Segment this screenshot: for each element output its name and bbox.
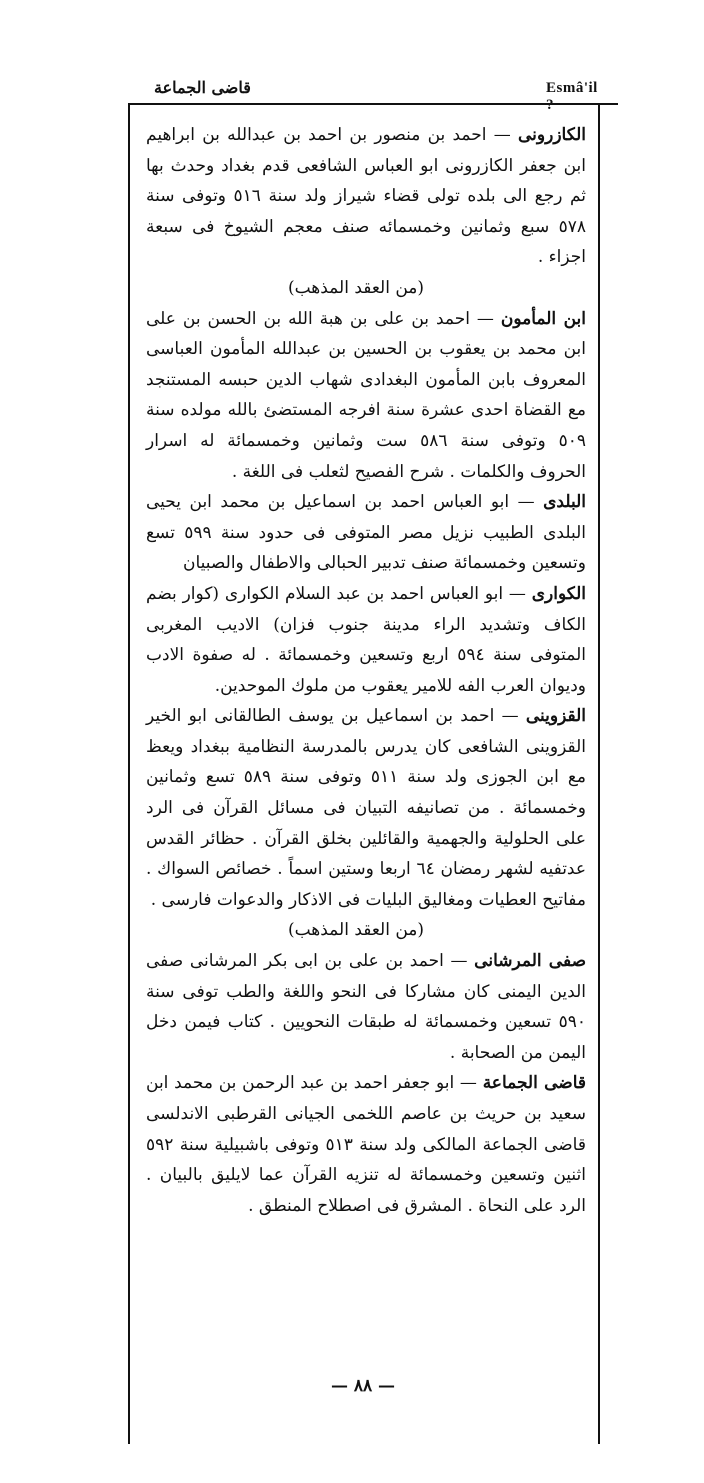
running-head-name: Esmâ'il ? [546, 80, 598, 113]
entry-text: — ابو العباس احمد بن عبد السلام الكوارى (كوار بضم الكاف وتشديد الراء مدينة جنوب فزان) الاديب المغربى المتوفى سنة ٥٩٤ اربع وتسعين وخمسمائة . له صفوة الادب وديوان العرب الفه للامير يعقوب من ملوك الموحدين. [146, 583, 586, 696]
entry-baladi [146, 487, 586, 579]
entry-text: — احمد بن اسماعيل بن يوسف الطالقانى ابو الخير القزوينى الشافعى كان يدرس بالمدرسة النظامية ببغداد ويعظ مع ابن الجوزى ولد سنة ٥١١ وتوفى سنة ٥٨٩ تسع وثمانين وخمسمائة . من تصانيفه التبيان فى مسائل القرآن فى الرد على الحلولية والجهمية والقائلين بخلق القرآن . حظائر القدس عدتفيه لشهر رمضان ٦٤ اربعا وستين اسماً . خصائص السواك . مفاتيح العطيات ومغاليق البليات فى الاذكار والدعوات فارسى . [146, 706, 586, 910]
entry-head: صفى المرشانى [474, 951, 587, 972]
entry-head: البلدى [543, 492, 587, 513]
page-number: — ٨٨ — [330, 1376, 396, 1396]
header-rule [128, 103, 618, 105]
entry-kazaruni [146, 120, 586, 304]
entry-head: قاضى الجماعة [482, 1073, 586, 1094]
entry-text: — ابو جعفر احمد بن عبد الرحمن بن محمد ابن سعيد بن حريث بن عاصم اللخمى الجيانى القرطبى الاندلسى قاضى الجماعة المالكى ولد سنة ٥١٣ وتوفى باشبيلية سنة ٥٩٢ اثنين وتسعين وخمسمائة له تنزيه القرآن عما لايليق بالبيان . الرد على النحاة . المشرق فى اصطلاح المنطق . [146, 1073, 586, 1216]
entry-kawari [146, 579, 586, 701]
entry-ibn-al-mamun [146, 304, 586, 488]
entry-text: — احمد بن على بن هبة الله بن الحسن بن على ابن محمد بن يعقوب بن الحسين بن عبدالله المأمون العباسى المعروف بابن المأمون البغدادى شهاب الدين حبسه المستنجد مع القضاة احدى عشرة سنة افرجه المستضئ بالله مولده سنة ٥٠٩ وتوفى سنة ٥٨٦ ست وثمانين وخمسمائة له اسرار الحروف والكلمات . شرح الفصيح لثعلب فى اللغة . [146, 308, 586, 482]
entry-source: (من العقد المذهب) [287, 920, 425, 941]
entry-qazwini [146, 701, 586, 946]
right-margin-rule [598, 104, 600, 1444]
left-margin-rule [128, 104, 130, 1444]
entry-head: الكوارى [531, 583, 587, 604]
entry-safi-marshani [146, 946, 586, 1068]
entry-head: ابن المأمون [500, 308, 586, 329]
entry-head: الكازرونى [518, 125, 586, 145]
entry-text: — احمد بن منصور بن احمد بن عبدالله بن ابراهيم ابن جعفر الكازرونى ابو العباس الشافعى قدم بغداد وحدث بها ثم رجع الى بلده تولى قضاء شيراز ولد سنة ٥١٦ وتوفى سنة ٥٧٨ سبع وثمانين وخمسمائه صنف معجم الشيوخ فى سبعة اجزاء . [146, 125, 586, 268]
running-head-title: قاضى الجماعة [154, 78, 251, 97]
entry-qadi-al-jamaa [146, 1068, 586, 1221]
entry-source: (من العقد المذهب) [287, 277, 425, 298]
page-body [146, 120, 586, 1221]
running-header [128, 74, 610, 113]
entry-head: القزوينى [525, 706, 586, 727]
entry-text: — احمد بن على بن ابى بكر المرشانى صفى الدين اليمنى كان مشاركا فى النحو واللغة والطب توفى سنة ٥٩٠ تسعين وخمسمائة له طبقات النحويين . كتاب فيمن دخل اليمن من الصحابة . [146, 951, 586, 1063]
entry-text: — ابو العباس احمد بن اسماعيل بن محمد ابن يحيى البلدى الطبيب نزيل مصر المتوفى فى حدود سنة ٥٩٩ تسع وتسعين وخمسمائة صنف تدبير الحبالى والاطفال والصبيان [146, 492, 586, 574]
